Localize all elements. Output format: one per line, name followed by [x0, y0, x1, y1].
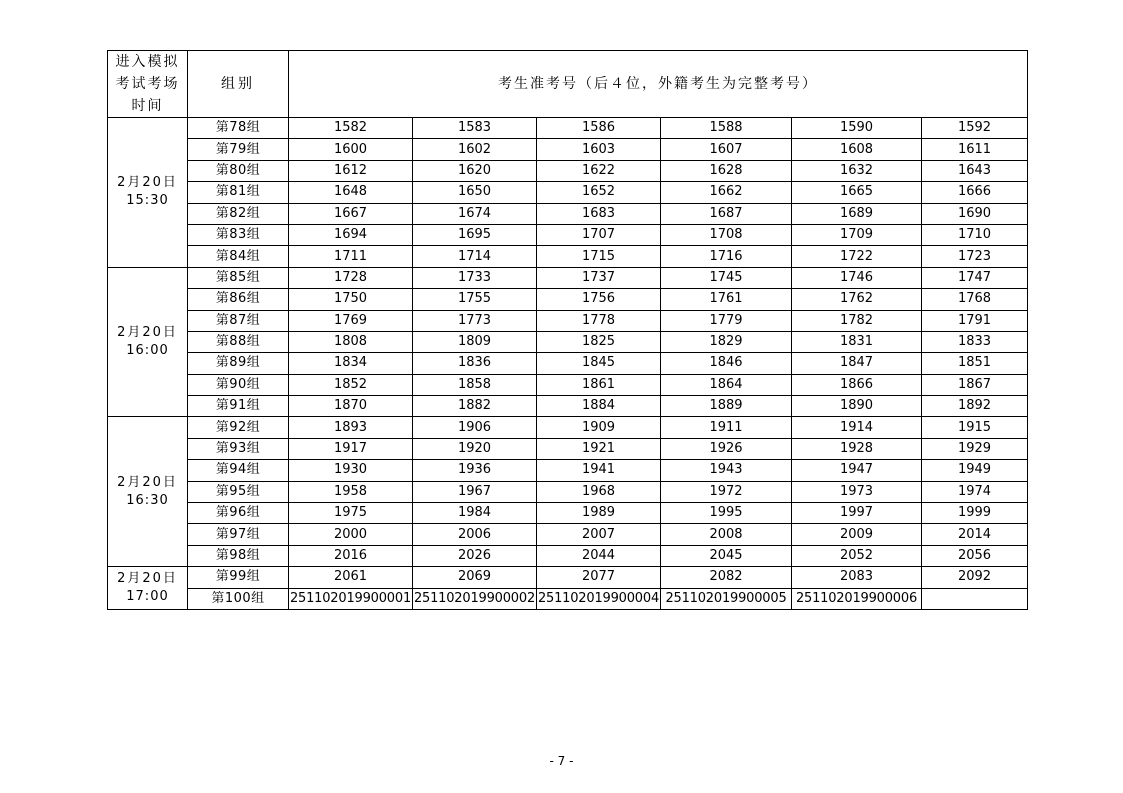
group-label: 第91组 [188, 396, 289, 417]
exam-number-cell: 1911 [661, 417, 792, 438]
exam-number-cell: 1711 [289, 246, 413, 267]
exam-number-cell: 1778 [537, 310, 661, 331]
exam-number-cell: 1943 [661, 460, 792, 481]
exam-number-cell: 1882 [413, 396, 537, 417]
exam-number-cell: 1612 [289, 160, 413, 181]
table-row [108, 417, 1028, 438]
exam-number-cell: 1650 [413, 182, 537, 203]
exam-number-cell: 251102019900001 [289, 588, 413, 609]
exam-number-cell: 1588 [661, 118, 792, 139]
exam-number-cell: 1709 [792, 224, 922, 245]
exam-number-cell: 1834 [289, 353, 413, 374]
header-row [108, 51, 1028, 118]
exam-number-cell: 2044 [537, 545, 661, 566]
exam-number-cell: 1782 [792, 310, 922, 331]
group-label: 第92组 [188, 417, 289, 438]
exam-number-cell: 1851 [922, 353, 1028, 374]
header-exam-numbers: 考生准考号（后４位，外籍考生为完整考号） [289, 51, 1028, 118]
group-label: 第84组 [188, 246, 289, 267]
exam-number-cell: 1861 [537, 374, 661, 395]
exam-number-cell: 1608 [792, 139, 922, 160]
exam-number-cell: 1750 [289, 289, 413, 310]
exam-number-cell: 1586 [537, 118, 661, 139]
exam-number-cell: 1592 [922, 118, 1028, 139]
exam-number-cell: 1628 [661, 160, 792, 181]
exam-number-cell: 1890 [792, 396, 922, 417]
group-label: 第94组 [188, 460, 289, 481]
table-row [108, 331, 1028, 352]
group-label: 第97组 [188, 524, 289, 545]
exam-number-cell: 2007 [537, 524, 661, 545]
table-row [108, 481, 1028, 502]
group-label: 第93组 [188, 438, 289, 459]
exam-number-cell: 1773 [413, 310, 537, 331]
table-row [108, 374, 1028, 395]
exam-number-cell: 1930 [289, 460, 413, 481]
exam-number-cell: 1716 [661, 246, 792, 267]
header-group: 组别 [188, 51, 289, 118]
group-label: 第85组 [188, 267, 289, 288]
exam-number-cell: 1689 [792, 203, 922, 224]
group-label: 第78组 [188, 118, 289, 139]
exam-number-cell: 1984 [413, 503, 537, 524]
table-row [108, 503, 1028, 524]
exam-number-cell: 1941 [537, 460, 661, 481]
exam-number-cell: 1715 [537, 246, 661, 267]
group-label: 第90组 [188, 374, 289, 395]
exam-number-cell: 1607 [661, 139, 792, 160]
session-time-cell [108, 267, 188, 417]
exam-number-cell: 1999 [922, 503, 1028, 524]
exam-number-cell: 1666 [922, 182, 1028, 203]
exam-number-cell: 1833 [922, 331, 1028, 352]
table-row [108, 588, 1028, 609]
table-row [108, 224, 1028, 245]
session-time: 15:30 [126, 193, 169, 209]
exam-number-cell: 1600 [289, 139, 413, 160]
exam-number-cell: 1582 [289, 118, 413, 139]
table-row [108, 310, 1028, 331]
exam-number-cell: 1958 [289, 481, 413, 502]
exam-number-cell: 1745 [661, 267, 792, 288]
table-row [108, 246, 1028, 267]
exam-number-cell: 1974 [922, 481, 1028, 502]
group-label: 第80组 [188, 160, 289, 181]
exam-number-cell: 1847 [792, 353, 922, 374]
exam-number-cell: 1694 [289, 224, 413, 245]
exam-number-cell: 251102019900004 [537, 588, 661, 609]
group-label: 第96组 [188, 503, 289, 524]
group-label: 第89组 [188, 353, 289, 374]
exam-number-cell: 1722 [792, 246, 922, 267]
exam-number-cell: 1620 [413, 160, 537, 181]
exam-number-cell: 2014 [922, 524, 1028, 545]
exam-number-cell: 1723 [922, 246, 1028, 267]
exam-number-cell: 1852 [289, 374, 413, 395]
exam-number-cell: 1583 [413, 118, 537, 139]
session-time-cell [108, 118, 188, 268]
session-time: 16:30 [126, 492, 169, 508]
exam-number-cell: 1995 [661, 503, 792, 524]
group-label: 第95组 [188, 481, 289, 502]
exam-number-cell: 1825 [537, 331, 661, 352]
table-row [108, 139, 1028, 160]
exam-number-cell: 1728 [289, 267, 413, 288]
exam-number-cell: 1884 [537, 396, 661, 417]
exam-number-cell: 1769 [289, 310, 413, 331]
session-date: 2月20日 [117, 325, 178, 341]
exam-number-cell: 1914 [792, 417, 922, 438]
exam-number-cell: 1870 [289, 396, 413, 417]
exam-number-cell: 1683 [537, 203, 661, 224]
exam-number-cell: 1909 [537, 417, 661, 438]
table-row [108, 353, 1028, 374]
exam-number-cell: 1733 [413, 267, 537, 288]
exam-number-cell: 1755 [413, 289, 537, 310]
exam-number-cell: 1710 [922, 224, 1028, 245]
exam-number-cell: 1667 [289, 203, 413, 224]
exam-number-cell: 1846 [661, 353, 792, 374]
exam-number-cell: 1737 [537, 267, 661, 288]
exam-number-cell: 2000 [289, 524, 413, 545]
exam-number-cell: 1809 [413, 331, 537, 352]
exam-number-cell: 1928 [792, 438, 922, 459]
exam-number-cell: 2009 [792, 524, 922, 545]
exam-number-cell: 1893 [289, 417, 413, 438]
exam-number-cell: 1866 [792, 374, 922, 395]
table-row [108, 267, 1028, 288]
exam-number-cell: 1690 [922, 203, 1028, 224]
exam-number-cell: 1967 [413, 481, 537, 502]
exam-number-cell: 1997 [792, 503, 922, 524]
group-label: 第83组 [188, 224, 289, 245]
exam-number-cell: 2056 [922, 545, 1028, 566]
exam-number-cell: 251102019900006 [792, 588, 922, 609]
table-row [108, 545, 1028, 566]
group-label: 第100组 [188, 588, 289, 609]
exam-number-cell: 1643 [922, 160, 1028, 181]
group-label: 第81组 [188, 182, 289, 203]
exam-number-cell: 1602 [413, 139, 537, 160]
exam-number-cell: 2016 [289, 545, 413, 566]
exam-number-cell: 1747 [922, 267, 1028, 288]
session-time-cell [108, 417, 188, 567]
table-row [108, 396, 1028, 417]
exam-number-cell: 1831 [792, 331, 922, 352]
exam-number-cell: 1791 [922, 310, 1028, 331]
exam-number-cell: 1926 [661, 438, 792, 459]
exam-number-cell: 1761 [661, 289, 792, 310]
group-label: 第87组 [188, 310, 289, 331]
exam-number-cell: 1972 [661, 481, 792, 502]
table-row [108, 182, 1028, 203]
session-time: 17:00 [126, 589, 169, 605]
exam-number-cell: 1973 [792, 481, 922, 502]
exam-number-cell [922, 588, 1028, 609]
exam-number-cell: 1864 [661, 374, 792, 395]
exam-number-cell: 2083 [792, 567, 922, 588]
exam-number-cell: 1648 [289, 182, 413, 203]
group-label: 第99组 [188, 567, 289, 588]
exam-number-cell: 1808 [289, 331, 413, 352]
exam-number-cell: 1920 [413, 438, 537, 459]
exam-number-cell: 1762 [792, 289, 922, 310]
exam-number-cell: 1889 [661, 396, 792, 417]
exam-number-cell: 2045 [661, 545, 792, 566]
exam-number-cell: 1652 [537, 182, 661, 203]
table-row [108, 118, 1028, 139]
exam-number-cell: 1662 [661, 182, 792, 203]
exam-number-cell: 1687 [661, 203, 792, 224]
group-label: 第88组 [188, 331, 289, 352]
exam-number-cell: 1947 [792, 460, 922, 481]
session-date: 2月20日 [117, 474, 178, 490]
exam-number-cell: 1921 [537, 438, 661, 459]
table-row [108, 289, 1028, 310]
exam-number-cell: 1836 [413, 353, 537, 374]
session-date: 2月20日 [117, 571, 178, 587]
exam-number-cell: 2008 [661, 524, 792, 545]
group-label: 第82组 [188, 203, 289, 224]
exam-number-cell: 1665 [792, 182, 922, 203]
exam-number-cell: 1949 [922, 460, 1028, 481]
exam-number-cell: 1829 [661, 331, 792, 352]
exam-number-cell: 1695 [413, 224, 537, 245]
exam-number-cell: 1768 [922, 289, 1028, 310]
exam-number-cell: 2069 [413, 567, 537, 588]
exam-number-cell: 1714 [413, 246, 537, 267]
exam-number-cell: 1611 [922, 139, 1028, 160]
exam-number-cell: 1632 [792, 160, 922, 181]
exam-number-cell: 2077 [537, 567, 661, 588]
exam-number-cell: 1929 [922, 438, 1028, 459]
exam-number-cell: 2082 [661, 567, 792, 588]
group-label: 第98组 [188, 545, 289, 566]
exam-number-cell: 2026 [413, 545, 537, 566]
exam-number-cell: 1936 [413, 460, 537, 481]
group-label: 第86组 [188, 289, 289, 310]
exam-number-cell: 2052 [792, 545, 922, 566]
exam-number-cell: 251102019900002 [413, 588, 537, 609]
exam-number-cell: 1779 [661, 310, 792, 331]
exam-number-cell: 1603 [537, 139, 661, 160]
exam-number-cell: 1708 [661, 224, 792, 245]
exam-number-cell: 1915 [922, 417, 1028, 438]
exam-number-cell: 1756 [537, 289, 661, 310]
exam-number-cell: 251102019900005 [661, 588, 792, 609]
exam-number-cell: 1892 [922, 396, 1028, 417]
exam-number-cell: 1845 [537, 353, 661, 374]
exam-number-cell: 1622 [537, 160, 661, 181]
exam-number-cell: 2061 [289, 567, 413, 588]
table-row [108, 203, 1028, 224]
exam-number-cell: 1989 [537, 503, 661, 524]
table-body [108, 118, 1028, 610]
table-row [108, 567, 1028, 588]
exam-number-cell: 1707 [537, 224, 661, 245]
table-row [108, 160, 1028, 181]
session-date: 2月20日 [117, 175, 178, 191]
header-time: 进入模拟考试考场时间 [108, 51, 188, 118]
exam-number-cell: 1746 [792, 267, 922, 288]
exam-number-cell: 1590 [792, 118, 922, 139]
table-row [108, 438, 1028, 459]
exam-number-cell: 1975 [289, 503, 413, 524]
exam-number-cell: 1867 [922, 374, 1028, 395]
table-row [108, 524, 1028, 545]
exam-number-cell: 1917 [289, 438, 413, 459]
exam-number-cell: 1906 [413, 417, 537, 438]
group-label: 第79组 [188, 139, 289, 160]
session-time-cell [108, 567, 188, 610]
exam-number-cell: 2092 [922, 567, 1028, 588]
table-row [108, 460, 1028, 481]
exam-schedule-table [107, 50, 1028, 610]
page-number: - 7 - [549, 754, 574, 768]
exam-number-cell: 1968 [537, 481, 661, 502]
exam-number-cell: 1858 [413, 374, 537, 395]
exam-number-cell: 2006 [413, 524, 537, 545]
exam-number-cell: 1674 [413, 203, 537, 224]
session-time: 16:00 [126, 343, 169, 359]
